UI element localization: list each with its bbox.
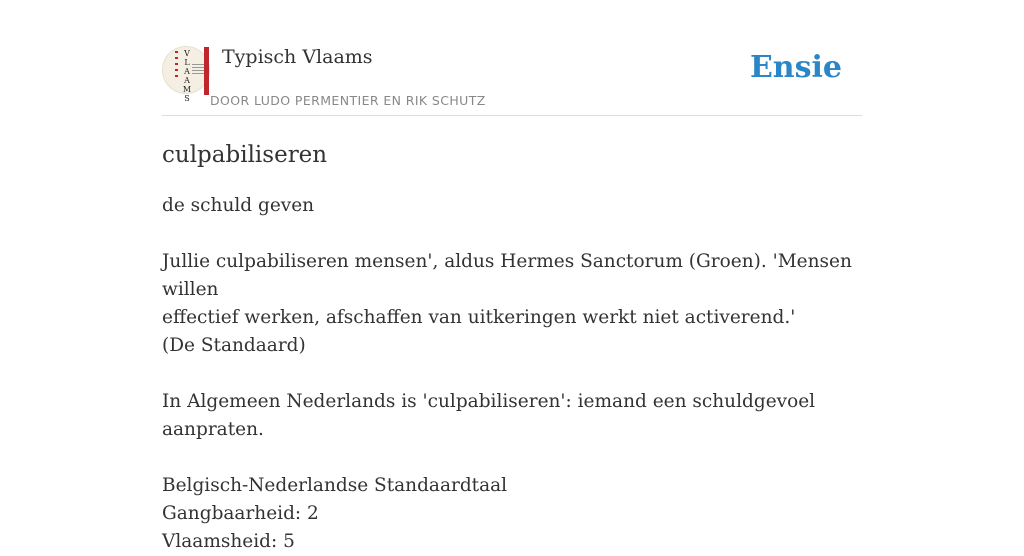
blog-title[interactable]: Typisch Vlaams — [222, 46, 373, 68]
header — [162, 0, 862, 116]
language-variant: Belgisch-Nederlandse Standaardtaal — [162, 475, 508, 496]
entry-body — [162, 192, 862, 556]
example — [162, 248, 862, 360]
page — [162, 0, 862, 556]
example-line: Jullie culpabiliseren mensen', aldus Hermes Sanctorum (Groen). 'Mensen willen — [162, 251, 852, 300]
avatar-logo-letters: V L A A M S — [182, 49, 192, 103]
brand-logo[interactable]: Ensie — [749, 50, 842, 85]
note: In Algemeen Nederlands is 'culpabiliseren': iemand een schuldgevoel aanpraten. — [162, 391, 816, 440]
gangbaarheid: Gangbaarheid: 2 — [162, 503, 319, 524]
avatar-accent-bar — [204, 47, 209, 95]
avatar-decoration-lines — [192, 64, 204, 76]
meta — [162, 472, 862, 556]
example-line: effectief werken, afschaffen van uitkeringen werkt niet activerend.' — [162, 307, 796, 328]
example-source: (De Standaard) — [162, 335, 306, 356]
definition: de schuld geven — [162, 195, 315, 216]
entry-word: culpabiliseren — [162, 142, 328, 168]
byline: DOOR LUDO PERMENTIER EN RIK SCHUTZ — [210, 93, 486, 108]
avatar-decoration — [175, 51, 178, 81]
vlaamsheid: Vlaamsheid: 5 — [162, 531, 295, 552]
avatar[interactable] — [162, 46, 210, 103]
